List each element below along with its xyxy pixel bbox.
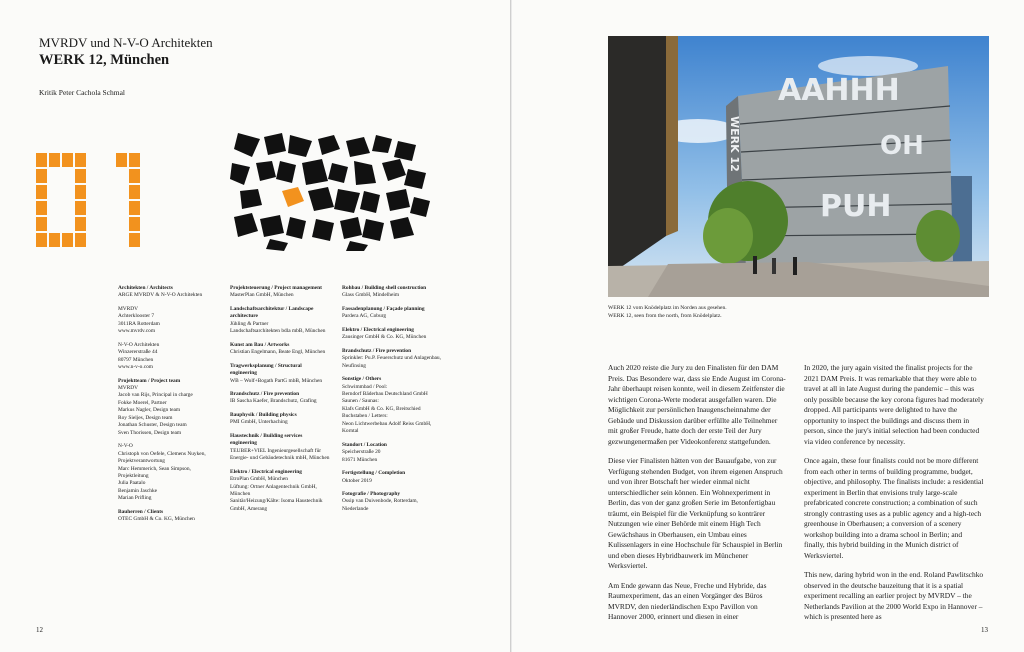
photo-caption [608, 305, 727, 321]
credit-label: Tragwerksplanung / Structural engineering [230, 362, 302, 377]
credit-label: Brandschutz / Fire prevention [342, 347, 412, 354]
credit-line: WB – Wolf+Bogath PartG mbB, München [230, 377, 323, 384]
credit-line: TEUBER+VIEL Ingenieurgesellschaft für Energie- und Gebäudetechnik mbH, München [230, 447, 330, 462]
credit-line: 81671 München [342, 456, 378, 463]
right-page [512, 0, 1024, 652]
credit-line: Berndorf Bäderbau Deutschland GmbH [342, 390, 428, 397]
credit-line: Christian Engelmann, Beate Engl, München [230, 349, 326, 356]
critic-byline: Kritik Peter Cachola Schmal [39, 88, 126, 97]
building-photo [608, 36, 989, 297]
credit-line: Marc Hemmerich, Sean Simpson, Projektleitung [118, 465, 191, 479]
number-block [116, 153, 127, 167]
body-paragraph: Am Ende gewann das Neue, Freche und Hybride, das Raumexperiment, das an einen Vorgänger des Büros MVRDV, den niederländischen Expo Pavillon von Hannover 2000, erinnert und diesen in einer [608, 580, 767, 622]
credit-line: Achterklooster 7 [118, 313, 155, 320]
number-block [49, 153, 60, 167]
credit-label: Elektro / Electrical engineering [342, 326, 414, 333]
body-text-english [804, 363, 984, 632]
credit-line: Speicherstraße 20 [342, 449, 381, 456]
number-block [129, 201, 140, 215]
number-block [75, 233, 86, 247]
number-block [75, 185, 86, 199]
credit-label: Projektsteuerung / Project management [230, 285, 322, 291]
number-block [75, 217, 86, 231]
credit-line: MasterPlan GmbH, München [230, 292, 294, 299]
credit-line: N-V-O Architekten [118, 341, 160, 348]
number-block [36, 217, 47, 231]
credit-group [342, 491, 442, 513]
credit-group [230, 363, 330, 385]
credit-label: Elektro / Electrical engineering [230, 468, 302, 475]
credit-group [118, 443, 218, 503]
credit-label: Bauphysik / Building physics [230, 411, 297, 418]
credit-line: Ossip van Duivenbode, Rotterdam, Niederlande [342, 498, 418, 512]
credit-line: OTEC GmbH & Co. KG, München [118, 516, 195, 523]
highlighted-building [282, 187, 304, 207]
credit-label: Kunst am Bau / Artworks [230, 341, 290, 348]
page-number-right: 13 [981, 626, 988, 634]
credit-line: N-V-O [118, 443, 133, 450]
body-paragraph: Once again, these four finalists could not be more different from each other in terms of building programme, budget, objective, and philosophy. The finalists include: a residential experiment in Berlin that envisions truly large-scale prefabricated concrete construction; a combination of such strongly contrasting uses as a public agency and a high-tech greenhouse in Oberhausen; a conversion of a scenery workshop building into a drama school in Berlin; and finally, this hybrid building in the Munich district of Werksviertel. [804, 456, 984, 560]
credit-label: Standort / Location [342, 441, 387, 448]
body-paragraph: Diese vier Finalisten hätten von der Bauaufgabe, von zur Verfügung stehenden Budget, von ihrem eigenen Anspruch und von ihrer Botschaft her wieder einmal nicht unterschiedlicher sein können. Ein Wohnexperiment in Berlin, das von der ganz großen Serie im Betonfertigbau träumt, ein Beispiel für die Verknüpfung so konträrer Nutzungen wie einer Behörde mit einem High Tech Gewächshaus in Oberhausen, ein Umbau eines Kulissenlagers in eine Hochschule für Schauspiel in Berlin und eben dieses Hybridbauwerk im Münchener Werksviertel. [608, 456, 783, 571]
facade-side-letters: WERK 12 [728, 116, 741, 172]
credit-group [230, 469, 330, 514]
credit-line: MVRDV [118, 305, 139, 312]
project-title: WERK 12, München [39, 52, 170, 68]
credit-label: Bauherren / Clients [118, 508, 164, 515]
credits-column-3 [342, 285, 442, 519]
credit-line: Klafs GmbH & Co. KG, Breitschied [342, 405, 421, 412]
credit-group [118, 285, 218, 300]
credit-group [342, 327, 442, 342]
credit-group [118, 509, 218, 524]
credit-group [342, 285, 442, 300]
credit-line: www.mvrdv.com [118, 328, 156, 335]
big-number-graphic [36, 153, 156, 253]
credit-label: Fotografie / Photography [342, 490, 401, 497]
body-paragraph: This new, daring hybrid won in the end. Roland Pawlitschko observed in the deutsche bauzeitung that it is a spatial experiment recalling an earlier project by MVRDV – the Netherlands Pavilion at the 2000 World Expo in Hannover – which is presented here as [804, 570, 984, 622]
caption-german: WERK 12 vom Knödelplatz im Norden aus gesehen. [608, 305, 727, 311]
credit-group [118, 306, 218, 336]
credit-label: Haustechnik / Building services engineering [230, 432, 303, 447]
credit-line: Saunen / Saunas: [342, 398, 379, 405]
credit-line: Pardera AG, Coburg [342, 313, 387, 320]
credit-group [230, 306, 330, 336]
caption-english: WERK 12, seen from the north, from Knödelplatz. [608, 312, 722, 319]
credit-group [230, 412, 330, 427]
credit-group [230, 433, 330, 463]
number-block [129, 153, 140, 167]
number-block [75, 201, 86, 215]
credit-line: Sven Thorissen, Design team [118, 429, 182, 436]
credit-label: Brandschutz / Fire prevention [230, 390, 300, 397]
credit-group [230, 285, 330, 300]
credit-label: Sonstige / Others [342, 376, 382, 383]
credit-line: EtroPlan GmbH, München [230, 476, 288, 483]
credit-label: Landschaftsarchitektur / Landscape architecture [230, 305, 314, 320]
number-block [36, 201, 47, 215]
credit-line: Winzererstraße 44 [118, 349, 158, 356]
number-block [75, 169, 86, 183]
credit-line: Julia Paatalo [118, 480, 146, 487]
facade-letters-middle: OH [880, 131, 924, 161]
architects-heading: MVRDV und N-V-O Architekten [39, 35, 213, 50]
body-text-german [608, 363, 788, 632]
credit-line: Jacob van Rijs, Principal in charge [118, 392, 193, 399]
credit-line: Lüftung: Ortner Anlagentechnik GmbH, München [230, 483, 317, 497]
credit-group [118, 342, 218, 372]
credit-label: Fertigstellung / Completion [342, 470, 406, 477]
number-block [62, 153, 73, 167]
number-blocks [36, 153, 140, 247]
credit-line: IB Sascha Kaefer, Brandschutz, Grafing [230, 398, 317, 405]
credit-line: Oktober 2019 [342, 477, 372, 484]
credit-line: Christoph von Oefele, Clemens Nuyken, Projektverantwortung [118, 450, 206, 465]
credit-label: Projektteam / Project team [118, 377, 181, 384]
credit-group [342, 306, 442, 321]
credit-line: Sprinkler: Pu.P. Feuerschutz und Anlagenbau, Neufinsing [342, 355, 441, 369]
credit-group [342, 442, 442, 464]
credit-line: Marian Prifling [118, 495, 152, 502]
number-block [36, 153, 47, 167]
credit-line: Neon Lichtwerbebau Adolf Reiss GmbH, Korntal [342, 420, 432, 435]
credit-line: Zausinger GmbH & Co. KG, München [342, 334, 427, 341]
credit-label: Fassadenplanung / Façade planning [342, 305, 425, 312]
credits-column-1 [118, 285, 218, 530]
page-number-left: 12 [36, 626, 43, 634]
facade-letters-top: AAHHH [778, 73, 900, 108]
credit-line: ARGE MVRDV & N-V-O Architekten [118, 292, 203, 299]
credit-label: Architekten / Architects [118, 285, 173, 291]
number-block [75, 153, 86, 167]
credit-group [342, 470, 442, 485]
credit-line: Buchstaben / Letters: [342, 413, 388, 420]
body-paragraph: Auch 2020 reiste die Jury zu den Finalisten für den DAM Preis. Das Besondere war, dass sie Ende August im Corona-Jahr überhaupt reisen konnte, weil in diesem Zeitfenster die wichtigen Corona-Werte moderat ausgefallen waren. Die Möglichkeit zur persönlichen Inaugenscheinnahme der Gebäude und Diskussion darüber erfüllte alle Teilnehmer mit großer Freude, hatte doch der erste Teil der Jury gezwungenermaßen per Videokonferenz stattgefunden. [608, 363, 786, 446]
credit-line: 80797 München [118, 356, 154, 363]
credit-line: Fokke Moerel, Partner [118, 399, 167, 406]
credits-column-2 [230, 285, 330, 519]
site-plan-graphic [230, 133, 430, 251]
number-block [36, 185, 47, 199]
credit-group [342, 376, 442, 436]
credit-line: Jühling & Partner [230, 320, 269, 327]
credit-line: www.n-v-o.com [118, 364, 153, 371]
credit-group [342, 348, 442, 370]
credit-label: Rohbau / Building shell construction [342, 285, 427, 291]
left-page [0, 0, 511, 652]
credit-line: MVRDV [118, 384, 139, 391]
credit-line: Sanitär/Heizung/Kälte: Isoma Haustechnik GmbH, Amerang [230, 498, 323, 512]
credit-line: 3011RA Rotterdam [118, 320, 160, 327]
credit-group [230, 391, 330, 406]
credit-line: Benjamin Jaschke [118, 487, 158, 494]
number-block [36, 233, 47, 247]
number-block [129, 217, 140, 231]
number-block [62, 233, 73, 247]
number-block [129, 169, 140, 183]
credit-group [230, 342, 330, 357]
body-paragraph: In 2020, the jury again visited the finalist projects for the 2021 DAM Preis. It was remarkable that they were able to travel at all in late August during the pandemic – this was only possible because the key corona figures had moderately dropped. All participants were delighted to have the opportunity to inspect the buildings and discuss them in person, since the jury's initial selection had been conducted via video conference by necessity. [804, 363, 984, 446]
credit-line: Roy Sieljes, Design team [118, 414, 173, 421]
credit-line: Landschaftsarchitekten bdla mbB, München [230, 328, 326, 335]
number-block [36, 169, 47, 183]
credit-line: Markus Nagler, Design team [118, 407, 181, 414]
credit-line: Jonathan Schuster, Design team [118, 422, 187, 429]
credit-line: Glass GmbH, Mindelheim [342, 292, 400, 299]
number-block [129, 233, 140, 247]
credit-line: Schwimmbad / Pool: [342, 383, 388, 390]
facade-letters-bottom: PUH [820, 189, 892, 224]
number-block [49, 233, 60, 247]
credit-line: PMI GmbH, Unterhaching [230, 419, 288, 426]
number-block [129, 185, 140, 199]
credit-group [118, 378, 218, 438]
